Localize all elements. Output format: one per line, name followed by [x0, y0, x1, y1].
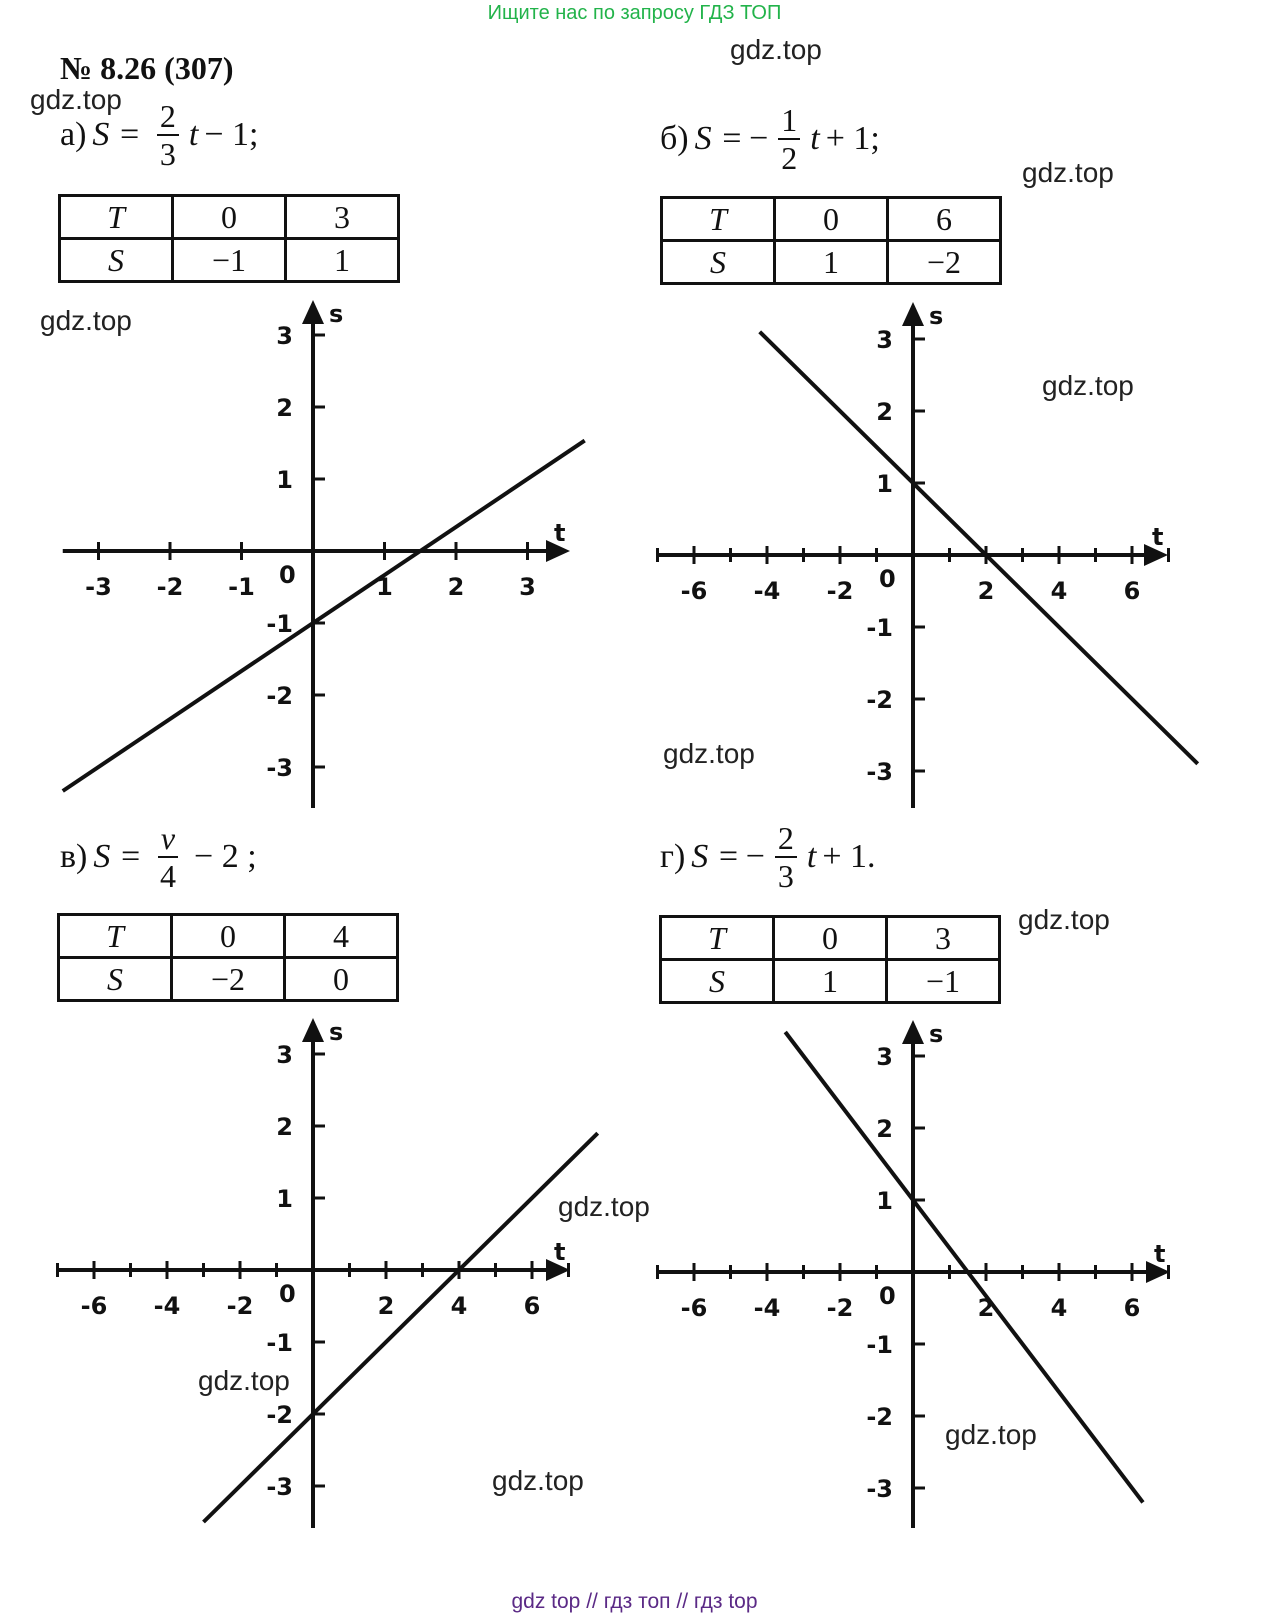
x-tick-label: -4	[753, 1294, 781, 1322]
x-tick-label: -6	[680, 577, 708, 605]
y-tick-label: -2	[266, 1401, 293, 1429]
eq-rest: + 1.	[822, 838, 876, 875]
y-tick-label: 1	[876, 470, 893, 498]
table-cell: 1	[775, 241, 888, 284]
fraction-denominator: 4	[159, 858, 176, 894]
table-cell: 0	[774, 917, 887, 960]
y-tick-label: -2	[866, 686, 893, 714]
table-cell: −1	[887, 960, 1000, 1003]
y-tick-label: 1	[876, 1187, 893, 1215]
x-axis-label: t	[554, 519, 566, 547]
function-line	[204, 1133, 598, 1522]
y-tick-label: -3	[266, 1473, 293, 1501]
y-axis-arrow	[902, 1020, 924, 1044]
fraction-numerator: 2	[775, 822, 797, 858]
x-tick-label: 4	[1050, 577, 1068, 605]
eq-lhs: S =	[93, 838, 142, 875]
watermark: gdz.top	[1018, 904, 1110, 935]
watermark: gdz.top	[198, 1365, 290, 1396]
eq-rest: − 1;	[204, 116, 259, 153]
x-tick-label: -2	[826, 577, 854, 605]
x-tick-label: 3	[519, 573, 536, 601]
x-tick-label: 2	[447, 573, 465, 601]
eq-variable: t	[188, 116, 199, 153]
x-axis-label: t	[554, 1238, 566, 1266]
eq-rest: − 2 ;	[194, 838, 257, 875]
x-tick-label: 4	[450, 1292, 468, 1320]
y-tick-label: 2	[876, 1115, 893, 1143]
fraction-numerator: v	[158, 822, 178, 858]
x-tick-label: 2	[977, 577, 995, 605]
y-tick-label: 2	[276, 1113, 293, 1141]
table-cell: −2	[172, 958, 285, 1001]
part-label: г)	[660, 838, 686, 875]
y-tick-label: -2	[266, 682, 293, 710]
footer-links: gdz top // гдз топ // гдз top	[511, 1590, 758, 1613]
table-cell: 4	[285, 915, 398, 958]
table-header-s: S	[661, 960, 774, 1003]
problem-title: № 8.26 (307)	[60, 50, 234, 86]
x-tick-label: -6	[80, 1292, 108, 1320]
watermark: gdz.top	[30, 84, 122, 115]
x-tick-label: -4	[153, 1292, 181, 1320]
y-axis-label: s	[929, 1020, 944, 1048]
eq-variable: t	[806, 838, 817, 875]
y-tick-label: -1	[866, 1331, 893, 1359]
watermark: gdz.top	[663, 738, 755, 769]
y-tick-label: 3	[276, 322, 293, 350]
watermark: gdz.top	[40, 305, 132, 336]
x-tick-label: -1	[228, 573, 255, 601]
y-tick-label: -3	[866, 1475, 893, 1503]
table-cell: −2	[888, 241, 1001, 284]
x-axis-label: t	[1152, 523, 1164, 551]
table-cell: 3	[286, 196, 399, 239]
y-tick-label: -3	[266, 754, 293, 782]
table-header-s: S	[60, 239, 173, 282]
eq-sign: −	[749, 120, 769, 157]
y-axis-label: s	[329, 1018, 344, 1046]
fraction-denominator: 2	[781, 140, 798, 176]
origin-label: 0	[279, 561, 296, 589]
table-header-t: T	[59, 915, 172, 958]
x-tick-label: 2	[377, 1292, 395, 1320]
top-banner: Ищите нас по запросу ГДЗ ТОП	[487, 2, 782, 24]
table-cell: 0	[173, 196, 286, 239]
fraction-denominator: 3	[777, 858, 794, 894]
eq-rest: + 1;	[825, 120, 880, 157]
x-tick-label: -3	[85, 573, 112, 601]
x-tick-label: 1	[376, 573, 393, 601]
part-label: а)	[60, 116, 87, 153]
y-tick-label: 1	[276, 1185, 293, 1213]
x-axis-label: t	[1154, 1240, 1166, 1268]
y-axis-arrow	[302, 1018, 324, 1042]
table-header-s: S	[662, 241, 775, 284]
watermark: gdz.top	[730, 34, 822, 65]
watermark: gdz.top	[1042, 370, 1134, 401]
y-tick-label: 3	[876, 1043, 893, 1071]
x-tick-label: -6	[680, 1294, 708, 1322]
x-tick-label: 4	[1050, 1294, 1068, 1322]
part-label: в)	[60, 838, 88, 875]
y-tick-label: -1	[266, 1329, 293, 1357]
eq-lhs: S =	[92, 116, 141, 153]
y-axis-label: s	[329, 300, 344, 328]
eq-lhs: S =	[694, 120, 744, 157]
x-tick-label: -2	[156, 573, 184, 601]
x-tick-label: 6	[1123, 1294, 1141, 1322]
y-tick-label: -1	[266, 610, 293, 638]
x-tick-label: -4	[753, 577, 781, 605]
x-tick-label: -2	[826, 1294, 854, 1322]
fraction-denominator: 3	[159, 136, 176, 172]
origin-label: 0	[279, 1280, 296, 1308]
part-label: б)	[660, 120, 689, 157]
eq-sign: −	[745, 838, 765, 875]
y-tick-label: 2	[276, 394, 293, 422]
y-tick-label: -3	[866, 758, 893, 786]
eq-lhs: S =	[691, 838, 740, 875]
y-tick-label: 2	[876, 398, 893, 426]
table-cell: 3	[887, 917, 1000, 960]
watermark: gdz.top	[558, 1191, 650, 1222]
watermark: gdz.top	[492, 1465, 584, 1496]
origin-label: 0	[879, 1282, 896, 1310]
y-tick-label: 3	[276, 1041, 293, 1069]
table-cell: 0	[285, 958, 398, 1001]
table-cell: 6	[888, 198, 1001, 241]
watermark: gdz.top	[945, 1419, 1037, 1450]
x-tick-label: 2	[977, 1294, 995, 1322]
table-header-t: T	[60, 196, 173, 239]
fraction-numerator: 1	[778, 104, 800, 140]
x-tick-label: 6	[523, 1292, 541, 1320]
y-tick-label: -1	[866, 614, 893, 642]
y-axis-label: s	[929, 302, 944, 330]
table-cell: 0	[775, 198, 888, 241]
x-tick-label: 6	[1123, 577, 1141, 605]
function-line	[63, 441, 585, 791]
y-tick-label: -2	[866, 1403, 893, 1431]
y-tick-label: 1	[276, 466, 293, 494]
y-axis-arrow	[902, 302, 924, 326]
x-tick-label: -2	[226, 1292, 254, 1320]
table-cell: −1	[173, 239, 286, 282]
origin-label: 0	[879, 565, 896, 593]
fraction-numerator: 2	[157, 100, 179, 136]
watermark: gdz.top	[1022, 157, 1114, 188]
eq-variable: t	[810, 120, 820, 157]
y-tick-label: 3	[876, 326, 893, 354]
table-cell: 1	[286, 239, 399, 282]
table-cell: 0	[172, 915, 285, 958]
table-cell: 1	[774, 960, 887, 1003]
table-header-t: T	[662, 198, 775, 241]
y-axis-arrow	[302, 300, 324, 324]
table-header-s: S	[59, 958, 172, 1001]
table-header-t: T	[661, 917, 774, 960]
